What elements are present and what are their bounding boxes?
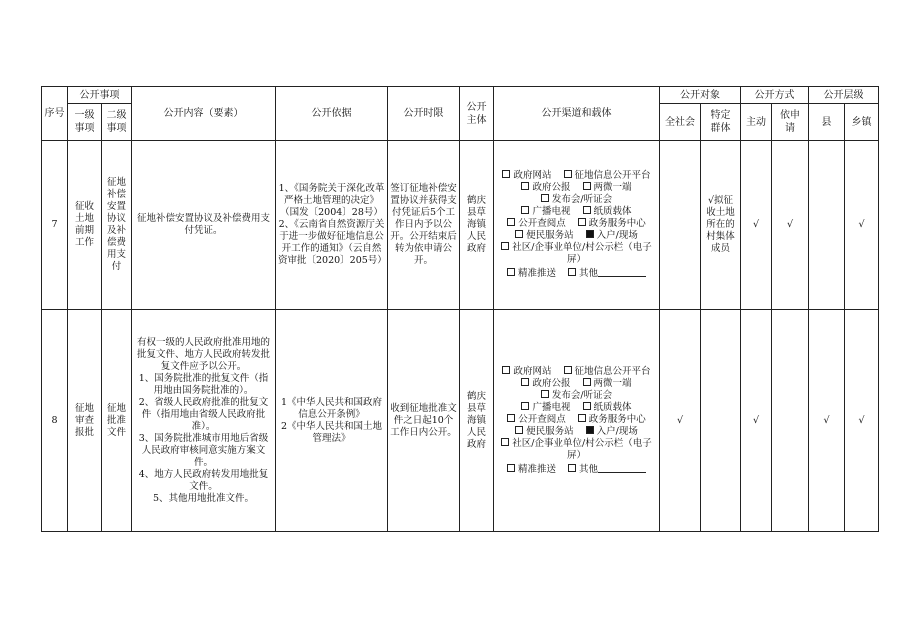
content-paragraph: 4、地方人民政府转发用地批复文件。 bbox=[138, 468, 269, 492]
checkbox-icon bbox=[568, 268, 576, 276]
row-content bbox=[132, 141, 276, 310]
col-seq-header: 序号 bbox=[42, 87, 68, 141]
col-all-society-header: 全社会 bbox=[660, 104, 701, 141]
col-target-group-header: 公开对象 bbox=[660, 87, 741, 104]
checkbox-icon bbox=[521, 182, 529, 190]
row-active: √ bbox=[741, 141, 772, 310]
basis-item: 1《中华人民共和国政府信息公开条例》 bbox=[280, 396, 383, 420]
row-on-request bbox=[772, 310, 809, 532]
checkbox-icon bbox=[521, 378, 529, 386]
table-row bbox=[42, 141, 879, 310]
content-paragraph: 征地补偿安置协议及补偿费用支付凭证。 bbox=[136, 213, 270, 236]
row-town: √ bbox=[845, 310, 879, 532]
content-paragraph: 5、其他用地批准文件。 bbox=[152, 492, 255, 504]
channel-line: 政府公报 两微一端 bbox=[496, 378, 657, 390]
content-paragraph: 有权一级的人民政府批准用地的批复文件、地方人民政府转发批复文件应予以公开。 bbox=[136, 336, 270, 372]
checkbox-icon bbox=[507, 414, 515, 422]
col-content-header: 公开内容（要素） bbox=[132, 87, 276, 141]
checkbox-icon bbox=[521, 206, 529, 214]
col-town-header: 乡镇 bbox=[845, 104, 879, 141]
channel-line: 政府网站 征地信息公开平台 bbox=[496, 366, 657, 378]
checkbox-icon bbox=[583, 402, 591, 410]
channel-line: 广播电视 纸质载体 bbox=[496, 402, 657, 414]
channel-line: 便民服务站 入户/现场 bbox=[496, 426, 657, 438]
row-on-request: √ bbox=[772, 141, 809, 310]
channel-line: 公开查阅点 政务服务中心 bbox=[496, 414, 657, 426]
channel-line: 政府网站 征地信息公开平台 bbox=[496, 170, 657, 182]
channel-line: 政府公报 两微一端 bbox=[496, 182, 657, 194]
row-level2: 征地补偿安置协议及补偿费用支付 bbox=[102, 141, 132, 310]
checkbox-icon bbox=[515, 426, 523, 434]
content-paragraph: 1、国务院批准的批复文件（指用地由国务院批准的）。 bbox=[138, 372, 269, 396]
channel-line: 广播电视 纸质载体 bbox=[496, 206, 657, 218]
checkbox-icon bbox=[501, 242, 509, 250]
col-county-header: 县 bbox=[809, 104, 845, 141]
row-all-society: √ bbox=[660, 310, 701, 532]
basis-item: 1、《国务院关于深化改革严格土地管理的决定》（国发〔2004〕28号） bbox=[278, 183, 385, 218]
row-time-limit: 签订征地补偿安置协议并获得支付凭证后5个工作日内予以公开。公开结束后转为依申请公开。 bbox=[388, 141, 460, 310]
checkbox-icon bbox=[502, 366, 510, 374]
row-county bbox=[809, 141, 845, 310]
basis-item: 2、《云南省自然资源厅关于进一步做好征地信息公开工作的通知》（云自然资审批〔2020〕205号） bbox=[278, 219, 387, 266]
col-level-group-header: 公开层级 bbox=[809, 87, 879, 104]
row-active: √ bbox=[741, 310, 772, 532]
row-subject: 鹤庆县草海镇人民政府 bbox=[460, 310, 494, 532]
channel-line: 便民服务站 入户/现场 bbox=[496, 230, 657, 242]
checkbox-checked-icon bbox=[586, 426, 594, 434]
channel-line: 公开查阅点 政务服务中心 bbox=[496, 218, 657, 230]
checkbox-icon bbox=[583, 378, 591, 386]
checkbox-icon bbox=[507, 464, 515, 472]
channel-line: 发布会/听证会 bbox=[496, 194, 657, 206]
content-paragraph: 3、国务院批准城市用地后省级人民政府审核同意实施方案文件。 bbox=[138, 432, 269, 468]
checkbox-icon bbox=[568, 464, 576, 472]
row-channels bbox=[494, 141, 660, 310]
checkbox-icon bbox=[501, 438, 509, 446]
channel-line: 社区/企事业单位/村公示栏（电子屏） bbox=[496, 242, 657, 266]
row-town: √ bbox=[845, 141, 879, 310]
row-specific-group: √拟征收土地所在的村集体成员 bbox=[701, 141, 741, 310]
col-channel-header: 公开渠道和载体 bbox=[494, 87, 660, 141]
col-subject-header: 公开主体 bbox=[460, 87, 494, 141]
row-basis bbox=[276, 310, 388, 532]
col-level2-header: 二级事项 bbox=[102, 104, 132, 141]
row-level1: 征收土地前期工作 bbox=[68, 141, 102, 310]
channel-line: 社区/企事业单位/村公示栏（电子屏） bbox=[496, 438, 657, 462]
col-items-group-header: 公开事项 bbox=[68, 87, 132, 104]
col-level1-header: 一级事项 bbox=[68, 104, 102, 141]
checkbox-icon bbox=[578, 414, 586, 422]
checkbox-icon bbox=[564, 366, 572, 374]
col-method-group-header: 公开方式 bbox=[741, 87, 809, 104]
header-row-1 bbox=[42, 87, 879, 104]
row-level1: 征地审查报批 bbox=[68, 310, 102, 532]
checkbox-icon bbox=[583, 206, 591, 214]
blank-line bbox=[598, 266, 646, 277]
checkbox-icon bbox=[541, 194, 549, 202]
col-basis-header: 公开依据 bbox=[276, 87, 388, 141]
table-row bbox=[42, 310, 879, 532]
row-subject: 鹤庆县草海镇人民政府 bbox=[460, 141, 494, 310]
checkbox-icon bbox=[507, 268, 515, 276]
checkbox-icon bbox=[564, 170, 572, 178]
row-content bbox=[132, 310, 276, 532]
channel-line: 精准推送 其他 bbox=[496, 462, 657, 476]
checkbox-icon bbox=[583, 182, 591, 190]
checkbox-icon bbox=[521, 402, 529, 410]
row-seq: 8 bbox=[42, 310, 68, 532]
content-paragraph: 2、省级人民政府批准的批复文件（指用地由省级人民政府批准）。 bbox=[138, 396, 269, 432]
row-county: √ bbox=[809, 310, 845, 532]
col-active-header: 主动 bbox=[741, 104, 772, 141]
row-time-limit: 收到征地批准文件之日起10个工作日内公开。 bbox=[388, 310, 460, 532]
checkbox-icon bbox=[515, 230, 523, 238]
blank-line bbox=[598, 462, 646, 473]
channel-line: 精准推送 其他 bbox=[496, 266, 657, 280]
row-channels bbox=[494, 310, 660, 532]
checkbox-icon bbox=[507, 218, 515, 226]
checkbox-checked-icon bbox=[586, 230, 594, 238]
row-specific-group bbox=[701, 310, 741, 532]
basis-item: 2《中华人民共和国土地管理法》 bbox=[280, 420, 383, 444]
col-specific-group-header: 特定群体 bbox=[701, 104, 741, 141]
checkbox-icon bbox=[541, 390, 549, 398]
checkbox-icon bbox=[502, 170, 510, 178]
checkbox-icon bbox=[578, 218, 586, 226]
row-seq: 7 bbox=[42, 141, 68, 310]
row-all-society bbox=[660, 141, 701, 310]
channel-line: 发布会/听证会 bbox=[496, 390, 657, 402]
disclosure-table bbox=[41, 86, 879, 532]
col-time-limit-header: 公开时限 bbox=[388, 87, 460, 141]
col-on-request-header: 依申请 bbox=[772, 104, 809, 141]
row-basis bbox=[276, 141, 388, 310]
row-level2: 征地批准文件 bbox=[102, 310, 132, 532]
